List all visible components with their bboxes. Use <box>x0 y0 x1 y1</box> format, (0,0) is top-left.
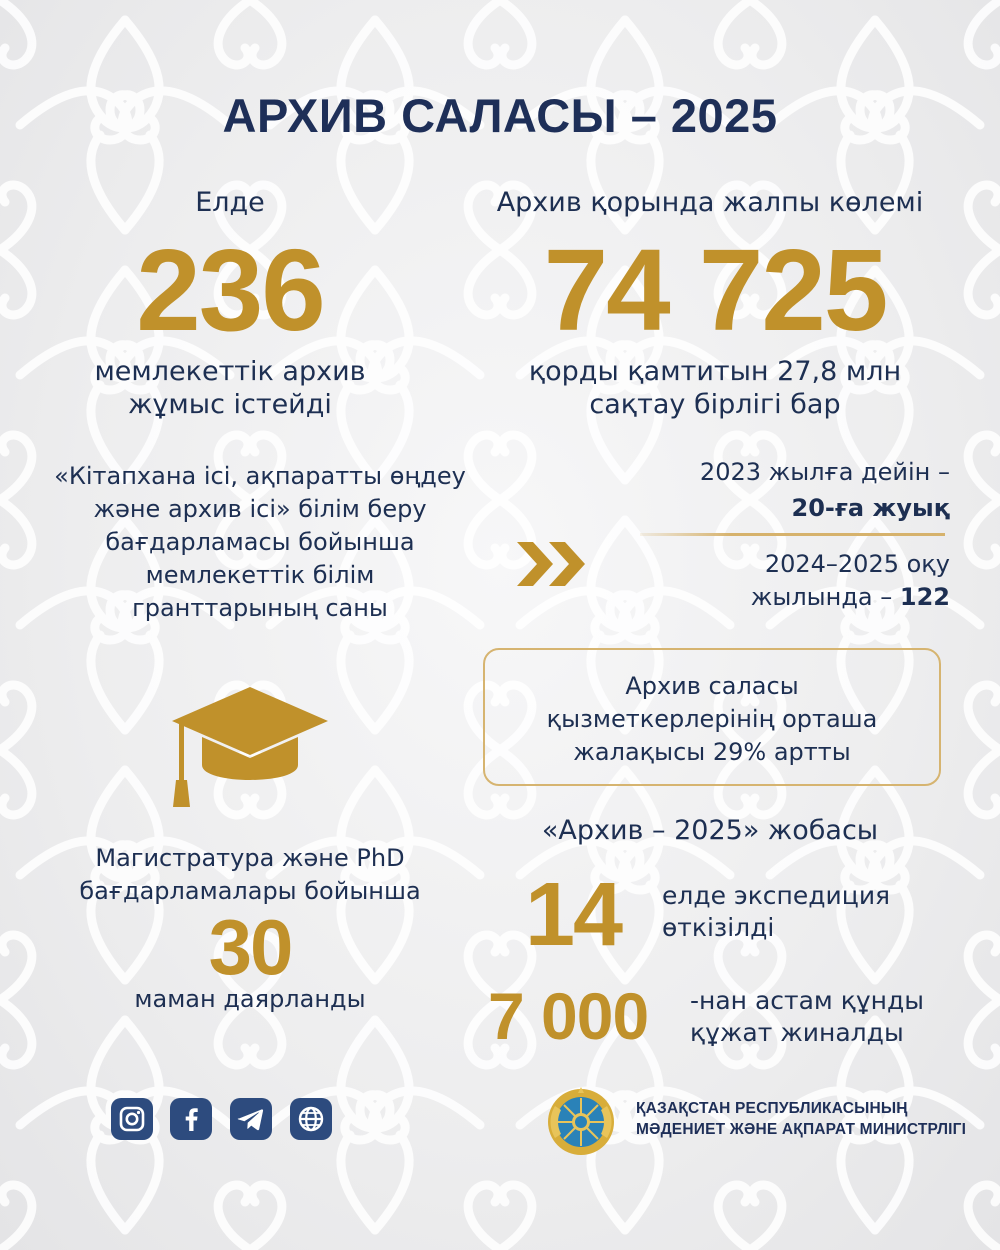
masters-number: 30 <box>208 903 292 991</box>
grants-now-label-line2: жылында – <box>750 583 893 611</box>
salary-line3: жалақысы 29% артты <box>573 738 851 766</box>
graduation-cap-icon <box>170 685 330 810</box>
globe-icon[interactable] <box>290 1098 332 1140</box>
grants-desc-line: мемлекеттік білім <box>145 561 375 589</box>
states-prefix: Елде <box>195 187 265 218</box>
fund-desc-line2: сақтау бірлігі бар <box>589 389 841 420</box>
docs-number: 7 000 <box>488 979 649 1053</box>
grants-desc-line: бағдарламасы бойынша <box>105 528 415 556</box>
salary-line1: Архив саласы <box>625 672 799 700</box>
states-desc-line2: жұмыс істейді <box>128 389 332 420</box>
states-number: 236 <box>136 225 324 355</box>
grants-desc-line: және архив ісі» білім беру <box>93 495 427 523</box>
docs-line1: -нан астам құнды <box>690 986 924 1015</box>
countries-description <box>662 880 890 944</box>
grants-now <box>600 548 950 614</box>
countries-line2: өткізілді <box>662 913 775 942</box>
state-emblem-icon <box>545 1086 617 1158</box>
states-desc-line1: мемлекеттік архив <box>94 356 366 387</box>
grants-desc-line: «Кітапхана ісі, ақпаратты өңдеу <box>54 462 466 490</box>
salary-text <box>483 670 941 769</box>
ministry-line2: МӘДЕНИЕТ ЖӘНЕ АҚПАРАТ МИНИСТРЛІГІ <box>636 1121 967 1138</box>
masters-line2: бағдарламалары бойынша <box>79 877 421 905</box>
double-chevron-icon <box>515 540 590 588</box>
docs-line2: құжат жиналды <box>690 1018 904 1047</box>
ministry-name <box>636 1098 966 1140</box>
fund-prefix: Архив қорында жалпы көлемі <box>496 187 924 218</box>
project-title: «Архив – 2025» жобасы <box>541 815 879 846</box>
docs-description <box>690 985 924 1049</box>
masters-description <box>40 842 460 908</box>
ministry-line1: ҚАЗАҚСТАН РЕСПУБЛИКАСЫНЫҢ <box>636 1100 908 1117</box>
grants-desc-line: гранттарының саны <box>132 594 388 622</box>
grants-now-value: 122 <box>899 583 950 611</box>
salary-line2: қызметкерлерінің орташа <box>546 705 878 733</box>
masters-line1: Магистратура және PhD <box>95 844 405 872</box>
page-title: АРХИВ САЛАСЫ – 2025 <box>222 89 778 142</box>
grants-before-label: 2023 жылға дейін – <box>699 458 950 486</box>
grants-description <box>20 460 500 625</box>
states-description <box>40 355 420 421</box>
fund-desc-line1: қорды қамтитын 27,8 млн <box>528 356 902 387</box>
facebook-icon[interactable] <box>170 1098 212 1140</box>
telegram-icon[interactable] <box>230 1098 272 1140</box>
divider-line <box>640 533 945 536</box>
grants-before-value: 20-ға жуық <box>791 494 950 522</box>
countries-line1: елде экспедиция <box>662 881 891 910</box>
grants-now-line2 <box>600 581 950 614</box>
masters-suffix: маман даярланды <box>134 985 366 1013</box>
grants-now-label-line1: 2024–2025 оқу <box>764 550 950 578</box>
countries-number: 14 <box>525 865 622 965</box>
fund-number: 74 725 <box>543 225 887 355</box>
instagram-icon[interactable] <box>111 1098 153 1140</box>
fund-description <box>460 355 970 421</box>
